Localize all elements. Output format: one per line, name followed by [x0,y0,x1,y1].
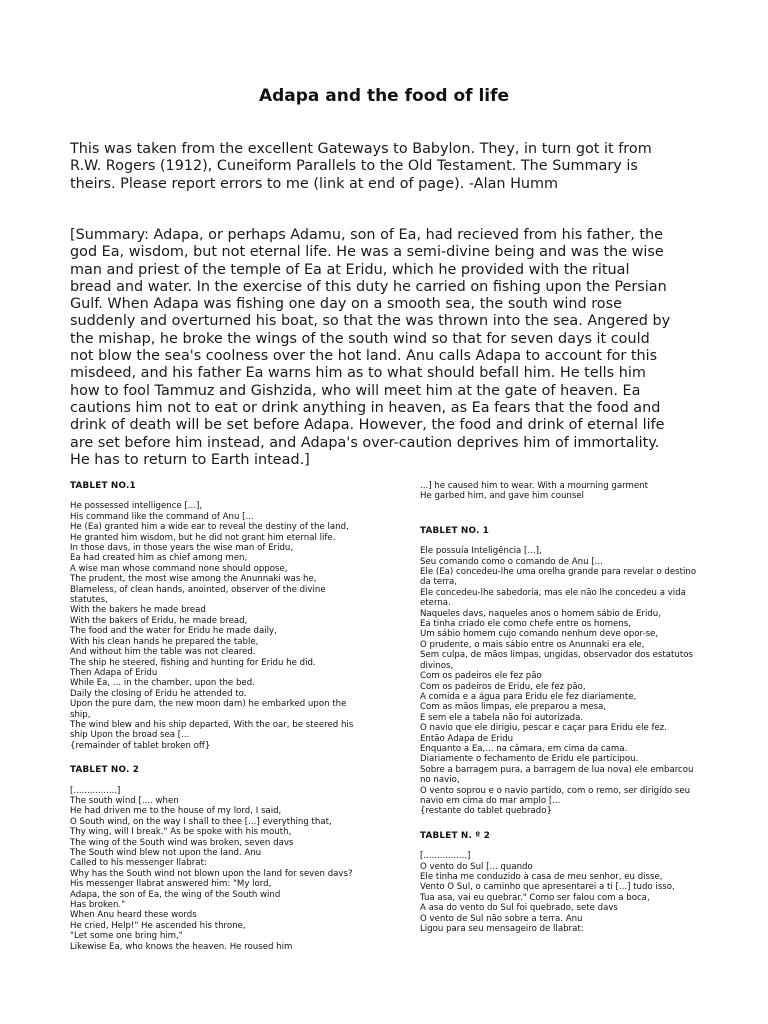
page-title: Adapa and the food of life [258,86,510,106]
right-column [420,481,750,934]
intro-paragraph: This was taken from the excellent Gateways to Babylon. They, in turn got it from R.W. Rogers (1912), Cuneiform Parallels to the Old Testament. The Summary is theirs. Please report errors to me (link at end of page). -Alan Humm [70,141,652,192]
tablet-1-heading: TABLET NO.1 [70,481,136,491]
tablet-2-pt-heading: TABLET N. º 2 [420,830,491,841]
summary-paragraph: [Summary: Adapa, or perhaps Adamu, son of Ea, had recieved from his father, the god Ea, wisdom, but not eternal life. He was a semi-divine being and was the wise man and priest of the temple of Ea at Eridu, which he provided with the ritual bread and water. In the exercise of this duty he carried on fishing upon the Persian Gulf. When Adapa was fishing one day on a smooth sea, the south wind rose suddenly and overturned his boat, so that the was thrown into the sea. Angered by the mishap, he broke the wings of the south wind so that for seven days it could not blow the sea's coolness over the hot land. Anu calls Adapa to account for this misdeed, and his father Ea warns him as to what should befall him. He tells him how to fool Tammuz and Gishzida, who will meet him at the gate of heaven. Ea cautions him not to eat or drink anything in heaven, as Ea fears that the food and drink of death will be set before Adapa. However, the food and drink of eternal life are set before him instead, and Adapa's over-caution deprives him of immortality. He has to return to Earth intead.] [70,227,671,468]
tablet-2-text: [................] The south wind [.... when He had driven me to the house of my lord, I said, O South wind, on the way I shall to thee [...] everything that, Thy wing, will I break." As be spoke with his mouth, The wing of the South wind was broken, seven davs The South wind blew not upon the land. Anu Called to his messenger llabrat: Why has the South wind not blown upon the land for seven davs? His messenger llabrat answered him: "My lord, Adapa, the son of Ea, the wing of the South wind Has broken." When Anu heard these words He cried, Help!" He ascended his throne, "Let some one bring him," Likewise Ea, who knows the heaven. He roused him [70,785,353,952]
left-column [70,481,400,952]
tablet-2-pt-text: [................] O vento do Sul [... quando Ele tinha me conduzido à casa de meu senhor, eu disse, Vento O Sul, o caminho que apresentarei a ti [...] tudo isso, Tua asa, vai eu quebrar." Como ser falou com a boca, A asa do vento do Sul foi quebrado, sete davs O vento de Sul não sobre a terra. Anu Ligou para seu mensageiro de llabrat: [420,851,675,935]
tablet-1-pt-text: Ele possuía Inteligência [...], Seu comando como o comando de Anu [... Ele (Ea) concedeu-lhe uma orelha grande para revelar o destino da terra, Ele concedeu-lhe sabedoria, mas ele não lhe concedeu a vida eterna. Naqueles davs, naqueles anos o homem sábio de Eridu, Ea tinha criado ele como chefe entre os homens, Um sábio homem cujo comando nenhum deve opor-se, O prudente, o mais sábio entre os Anunnaki era ele, Sem culpa, de mãos limpas, ungidas, observador dos estatutos divinos, Com os padeiros ele fez pão Com os padeiros de Eridu, ele fez pão, A comida e a água para Eridu ele fez diariamente, Com as mãos limpas, ele preparou a mesa, E sem ele a tabela não foi autorizada. O navio que ele dirigiu, pescar e caçar para Eridu ele fez. Então Adapa de Eridu Enquanto a Ea,... na câmara, em cima da cama. Diariamente o fechamento de Eridu ele participou. Sobre a barragem pura, a barragem de lua nova) ele embarcou no navio, O vento soprou e o navio partido, com o remo, ser dirigido seu navio em cima do mar amplo [... {restante do tablet quebrado} [420,546,697,817]
tablet-1-pt-heading: TABLET NO. 1 [420,525,490,536]
tablet-2-heading: TABLET NO. 2 [70,765,140,776]
tablet-1-text: He possessed intelligence [...], His command like the command of Anu [... He (Ea) granted him a wide ear to reveal the destiny of the land, He granted him wisdom, but he did not grant him eternal life. In those davs, in those years the wise man of Eridu, Ea had created him as chief among men, A wise man whose command none should oppose, The prudent, the most wise among the Anunnaki was he, Blameless, of clean hands, anointed, observer of the divine statutes, With the bakers he made bread With the bakers of Eridu, he made bread, The food and the water for Eridu he made daily, With his clean hands he prepared the table, And without him the table was not cleared. The ship he steered, fishing and hunting for Eridu he did. Then Adapa of Eridu While Ea, ... in the chamber, upon the bed. Daily the closing of Eridu he attended to. Upon the pure dam, the new moon dam) he embarked upon the ship, The wind blew and his ship departed, With the oar, be steered his ship Upon the broad sea [... {remainder of tablet broken off} [70,501,354,751]
continuation-text: ...] he caused him to wear. With a mourning garment He garbed him, and gave him counsel [420,481,648,502]
